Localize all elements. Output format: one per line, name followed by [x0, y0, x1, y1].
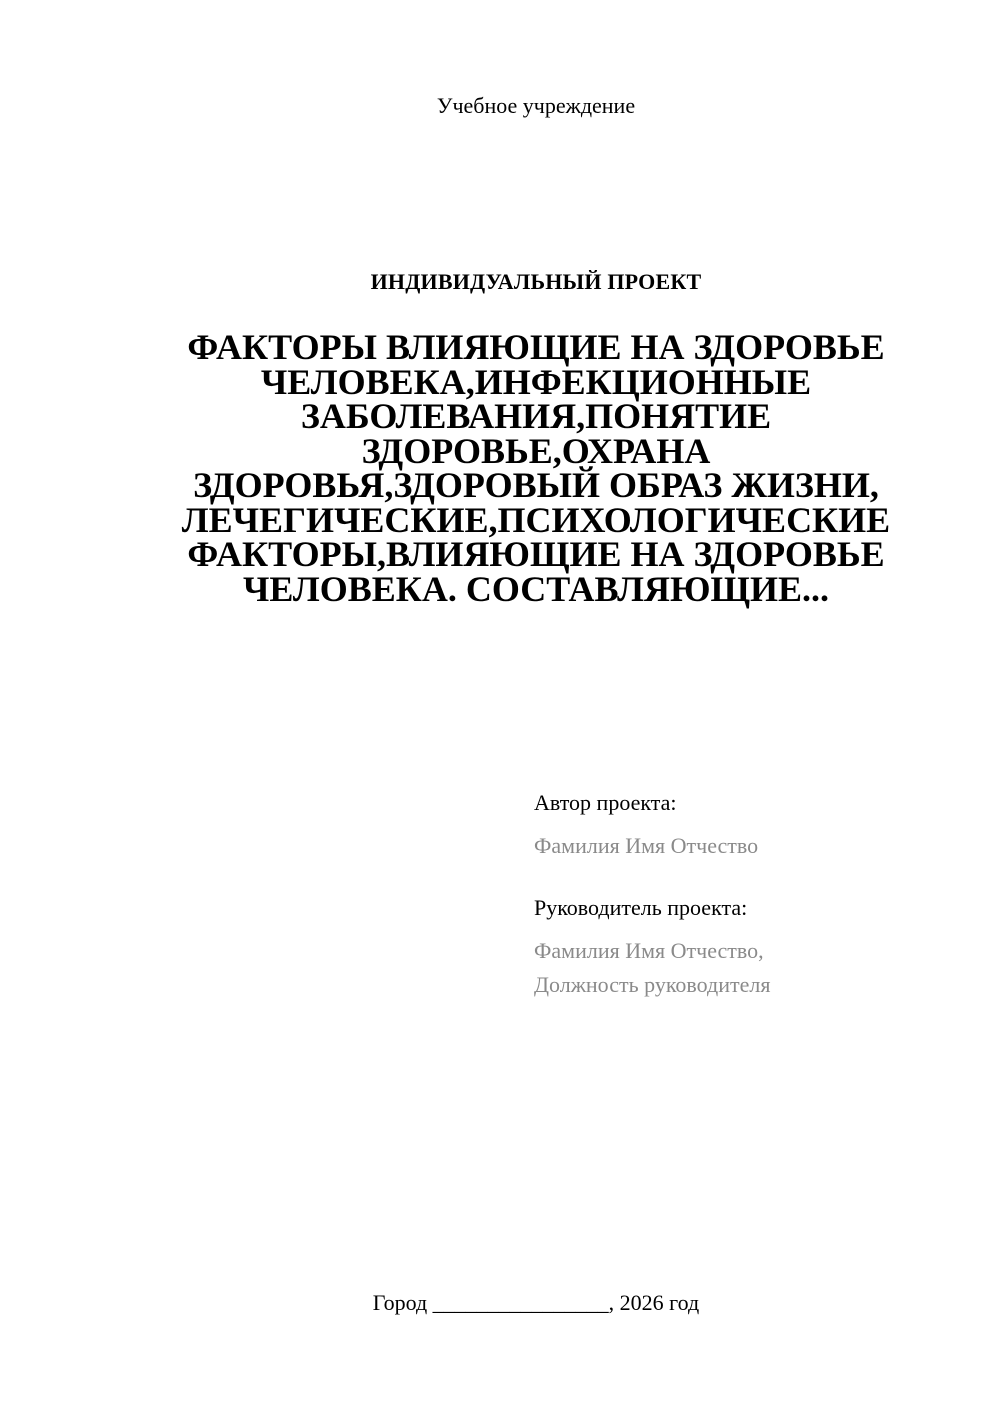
project-title-line: ЗДОРОВЬЕ,ОХРАНА	[361, 430, 711, 471]
supervisor-name: Фамилия Имя Отчество,	[534, 938, 764, 963]
city-year-footer: Город ________________, 2026 год	[372, 1290, 700, 1315]
project-title	[150, 327, 922, 609]
project-title-line: ФАКТОРЫ ВЛИЯЮЩИЕ НА ЗДОРОВЬЕ	[187, 327, 885, 367]
project-title-line: ФАКТОРЫ,ВЛИЯЮЩИЕ НА ЗДОРОВЬЕ	[187, 534, 885, 574]
project-title-line: ЧЕЛОВЕКА. СОСТАВЛЯЮЩИЕ...	[242, 568, 830, 609]
author-label: Автор проекта:	[534, 790, 677, 815]
institution-name: Учебное учреждение	[436, 93, 636, 118]
project-title-line: ЛЕЧЕГИЧЕСКИЕ,ПСИХОЛОГИЧЕСКИЕ	[181, 499, 891, 540]
project-title-line: ЗДОРОВЬЯ,ЗДОРОВЫЙ ОБРАЗ ЖИЗНИ,	[193, 465, 879, 505]
project-kind: ИНДИВИДУАЛЬНЫЙ ПРОЕКТ	[370, 269, 702, 294]
project-title-line: ЗАБОЛЕВАНИЯ,ПОНЯТИЕ	[300, 396, 772, 436]
project-title-line: ЧЕЛОВЕКА,ИНФЕКЦИОННЫЕ	[260, 361, 812, 402]
supervisor-position: Должность руководителя	[534, 972, 771, 997]
supervisor-label: Руководитель проекта:	[534, 895, 748, 920]
author-block	[534, 786, 974, 863]
project-people	[534, 786, 974, 1002]
supervisor-block	[534, 891, 974, 1002]
author-name: Фамилия Имя Отчество	[534, 833, 759, 858]
